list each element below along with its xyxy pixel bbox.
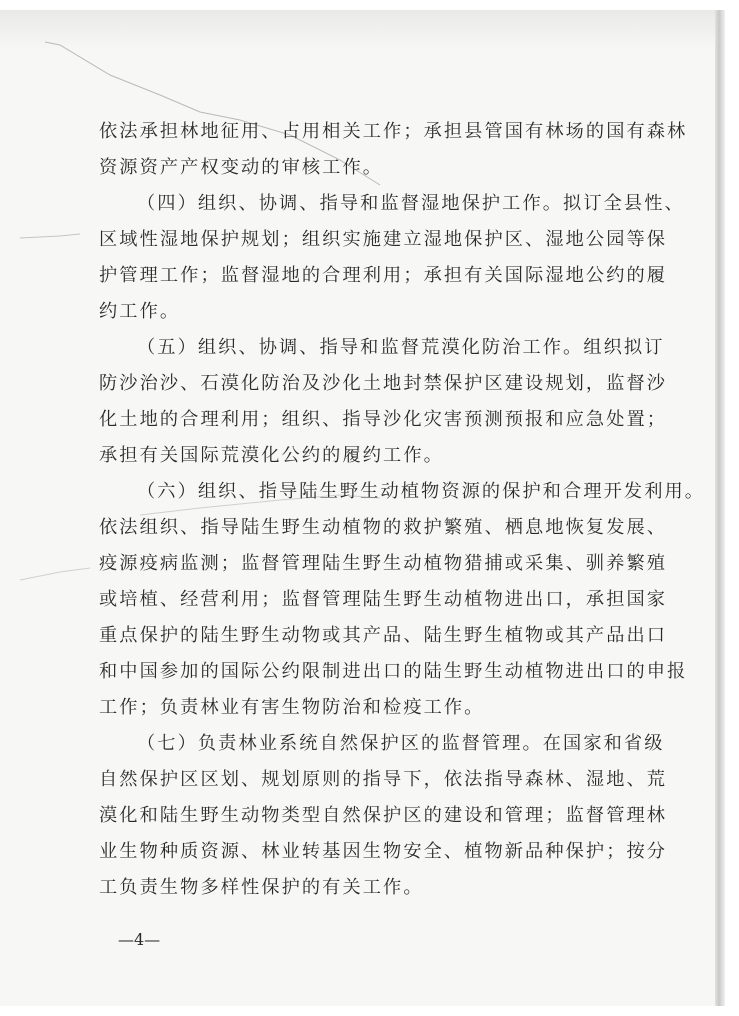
text-line: 依法承担林地征用、占用相关工作；承担县管国有林场的国有森林 bbox=[99, 121, 688, 142]
text-line: 漠化和陆生野生动物类型自然保护区的建设和管理；监督管理林 bbox=[99, 805, 668, 826]
text-line: 和中国参加的国际公约限制进出口的陆生野生动植物进出口的申报 bbox=[99, 661, 688, 682]
text-line: 资源资产产权变动的审核工作。 bbox=[99, 157, 384, 178]
text-line: 化土地的合理利用；组织、指导沙化灾害预测预报和应急处置； bbox=[99, 409, 668, 430]
text-line: 重点保护的陆生野生动物或其产品、陆生野生植物或其产品出口 bbox=[99, 625, 668, 646]
document-body bbox=[99, 114, 706, 906]
text-line: 业生物种质资源、林业转基因生物安全、植物新品种保护；按分 bbox=[99, 841, 668, 862]
page-number: —4— bbox=[118, 930, 161, 949]
text-line: 护管理工作；监督湿地的合理利用；承担有关国际湿地公约的履 bbox=[99, 265, 668, 286]
text-line: 承担有关国际荒漠化公约的履约工作。 bbox=[99, 445, 444, 466]
text-line: 工作；负责林业有害生物防治和检疫工作。 bbox=[99, 697, 485, 718]
text-line: 约工作。 bbox=[99, 301, 181, 322]
page-top-shadow bbox=[0, 10, 723, 50]
text-line: 区域性湿地保护规划；组织实施建立湿地保护区、湿地公园等保 bbox=[99, 229, 668, 250]
text-line: 疫源疫病监测；监督管理陆生野生动植物猎捕或采集、驯养繁殖 bbox=[99, 553, 668, 574]
section-heading-line: （五）组织、协调、指导和监督荒漠化防治工作。组织拟订 bbox=[137, 337, 665, 358]
text-line: 工负责生物多样性保护的有关工作。 bbox=[99, 877, 424, 898]
text-line: 依法组织、指导陆生野生动植物的救护繁殖、栖息地恢复发展、 bbox=[99, 517, 668, 538]
section-heading-line: （四）组织、协调、指导和监督湿地保护工作。拟订全县性、 bbox=[137, 193, 685, 214]
section-heading-line: （六）组织、指导陆生野生动植物资源的保护和合理开发利用。 bbox=[137, 481, 706, 502]
section-heading-line: （七）负责林业系统自然保护区的监督管理。在国家和省级 bbox=[137, 733, 665, 754]
text-line: 防沙治沙、石漠化防治及沙化土地封禁保护区建设规划，监督沙 bbox=[99, 373, 668, 394]
text-line: 或培植、经营利用；监督管理陆生野生动植物进出口，承担国家 bbox=[99, 589, 668, 610]
text-line: 自然保护区区划、规划原则的指导下，依法指导森林、湿地、荒 bbox=[99, 769, 668, 790]
page-edge-shadow bbox=[715, 10, 725, 1006]
